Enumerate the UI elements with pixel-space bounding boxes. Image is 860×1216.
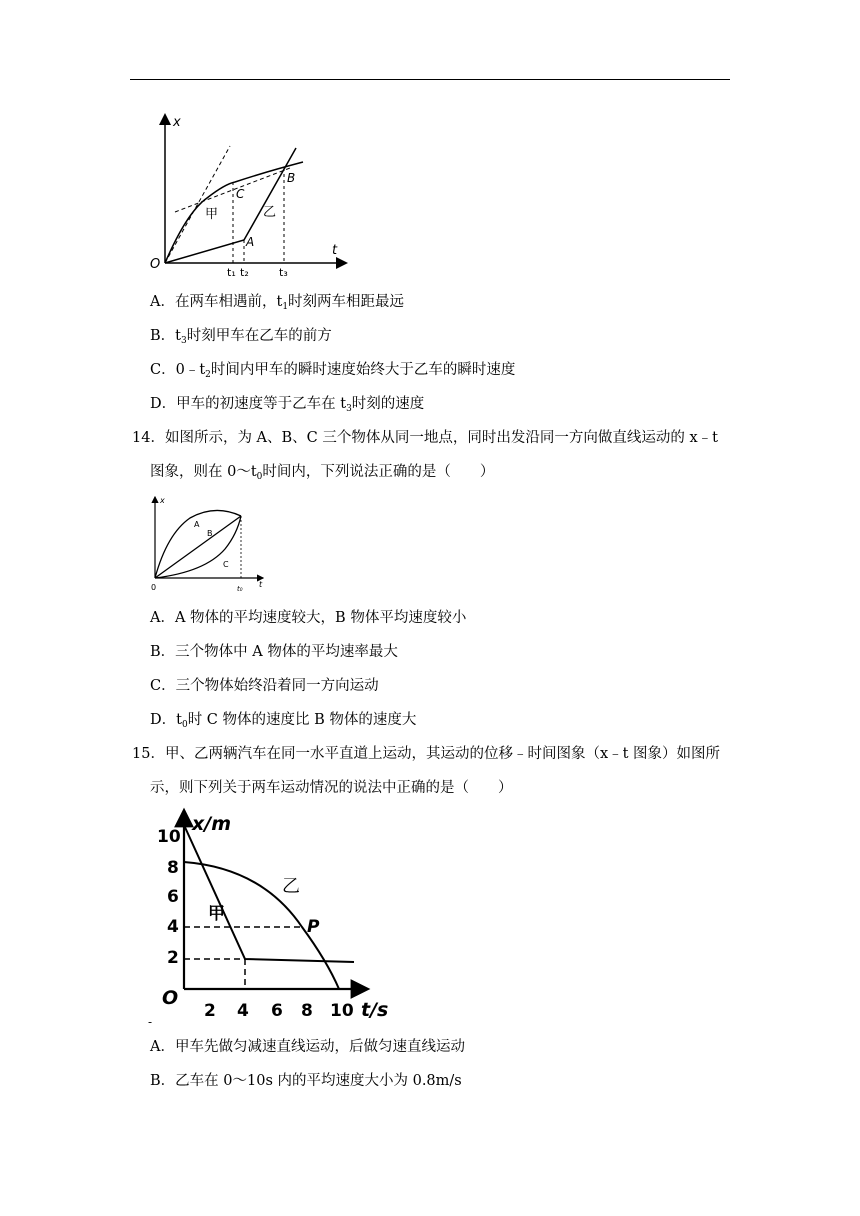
q14-option-b: B．三个物体中 A 物体的平均速率最大	[150, 644, 398, 660]
q14-t-label: t	[259, 580, 263, 589]
q15-p-label: P	[307, 917, 320, 937]
q15-ytick-2: 2	[167, 948, 179, 968]
q13-c-label: C	[236, 187, 245, 201]
q15-y-axis-label: x/m	[192, 813, 231, 835]
q13-a-label: A	[246, 235, 255, 249]
q15-option-b: B．乙车在 0～10s 内的平均速度大小为 0.8m/s	[150, 1073, 462, 1089]
q15-xtick-6: 6	[271, 1001, 283, 1021]
q13-t3-label: t₃	[279, 266, 288, 279]
q14-stem-line1: 14．如图所示，为 A、B、C 三个物体从同一地点，同时出发沿同一方向做直线运动的 x﹣t	[132, 430, 719, 446]
q13-b-label: B	[287, 171, 296, 185]
q14-b-label: B	[207, 529, 213, 538]
q15-x-axis-label: t/s	[361, 999, 389, 1021]
q15-xtick-8: 8	[301, 1001, 313, 1021]
q14-c-label: C	[223, 560, 229, 569]
q15-stem-line1: 15．甲、乙两辆汽车在同一水平直道上运动，其运动的位移﹣时间图象（x﹣t 图象）如图所	[132, 746, 721, 762]
q15-jia-line	[184, 825, 354, 962]
q15-stem-line2: 示，则下列关于两车运动情况的说法中正确的是（ ）	[150, 780, 513, 796]
q15-xtick-4: 4	[237, 1001, 249, 1021]
q15-ytick-10: 10	[157, 827, 181, 847]
q14-t0-label: t₀	[237, 585, 243, 593]
q15-ytick-8: 8	[167, 858, 179, 878]
q15-stray-mark: -	[148, 1015, 153, 1029]
q15-xt-graph	[152, 806, 392, 1021]
q13-t2-label: t₂	[240, 266, 249, 279]
q13-x-label: x	[173, 115, 181, 130]
q15-option-a: A．甲车先做匀减速直线运动，后做匀速直线运动	[150, 1039, 465, 1055]
q13-option-a: A．在两车相遇前，$t_1$时刻两车相距最远	[150, 294, 405, 312]
q14-a-label: A	[194, 520, 200, 529]
q14-xt-graph	[145, 494, 270, 596]
q14-x-label: x	[160, 496, 165, 505]
q14-origin-label: 0	[151, 583, 157, 592]
q14-option-a: A．A 物体的平均速度较大，B 物体平均速度较小	[150, 610, 467, 626]
q14-option-c: C．三个物体始终沿着同一方向运动	[150, 678, 379, 694]
q13-xt-graph	[145, 112, 355, 280]
q13-jia-curve	[165, 162, 303, 263]
q15-origin-label: O	[162, 987, 179, 1009]
q13-tangent-origin	[165, 146, 230, 263]
q13-option-d: D．甲车的初速度等于乙车在 $t_3$时刻的速度	[150, 396, 425, 414]
q14-stem-line2: 图象，则在 $0\sim t_0$时间内，下列说法正确的是（ ）	[150, 464, 495, 482]
q13-t-label: t	[332, 243, 338, 258]
q15-jia-label: 甲	[208, 904, 225, 924]
header-rule	[130, 79, 730, 80]
q13-jia-label: 甲	[205, 207, 219, 222]
q13-t1-label: t₁	[227, 266, 236, 279]
q14-option-d: D．$t_0$时 C 物体的速度比 B 物体的速度大	[150, 712, 417, 730]
q13-yi-label: 乙	[263, 205, 277, 220]
q15-ytick-4: 4	[167, 917, 179, 937]
q15-yi-label: 乙	[282, 876, 300, 897]
q13-origin-label: O	[150, 257, 161, 272]
q15-xtick-10: 10	[330, 1001, 354, 1021]
q15-xtick-2: 2	[204, 1001, 216, 1021]
q13-yi-line	[165, 148, 296, 263]
q13-option-b: B．$t_3$时刻甲车在乙车的前方	[150, 328, 332, 346]
q15-ytick-6: 6	[167, 887, 179, 907]
q13-option-c: C．$0﹣t_2$时间内甲车的瞬时速度始终大于乙车的瞬时速度	[150, 362, 516, 380]
